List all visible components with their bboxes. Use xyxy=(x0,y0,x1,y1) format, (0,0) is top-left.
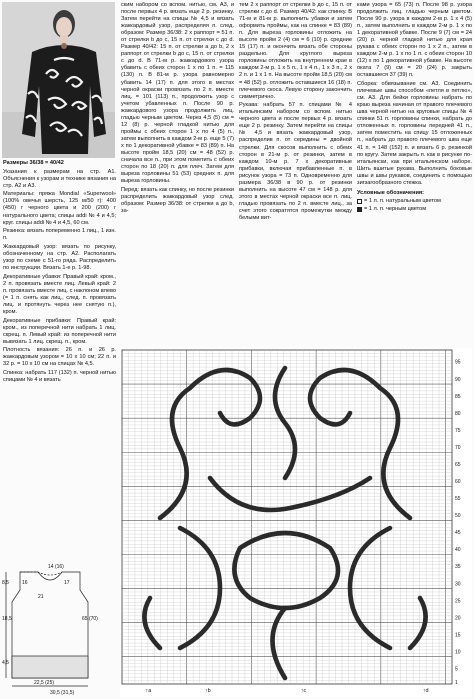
legend-natural-symbol xyxy=(357,199,362,204)
schematic-dimension-label: 30,5 (31,5) xyxy=(50,690,75,696)
schematic-dimension-label: 21 xyxy=(38,594,44,600)
rib-text: Резинка: вязать попеременно 1 лиц., 1 изн. п. xyxy=(3,228,116,242)
legend-title: Условные обозначения: xyxy=(357,189,425,196)
column-2-text: ским набором со вспом. нитью, см. А3, и после первых 4 р. вязать еще 2 р. резинку. Затем перейти на спицы № 4,5 и вязать жаккардовый узор, распределяя п. след. образом: Размер 36/38: 2 х раппорт = 51 п. от стрелки b до с, 15 п. от стрелки с до d. Размер 40/42: 15 п. от стрелки а до b, 2 х раппорт от стрелки b до с, 15 п. от стрелки c до d. В 71-м р. жаккардового узора убавить с обеих сторон 1 х по 1 п. = 115 (130) п. В 81-м р. узора равномерно убавить 14 (17) п. для этого в местах черной окраски провязать по 2 п. вместе лиц. = 101 (113) п., продолжить узор с учетом убавленных п. После 90 р. жаккардового узора продолжить лиц. гладью черным цветом. Через 4,5 (5) см = 12 (8) р. черной гладкой нитью для проймы с обеих сторон 1 х по 4 (5) п., затем выполнить в каждом 2-м р. еще 5 (7) х по 1 декоративной убавке = 83 (89) п. На высоте пройм 18,5 (20) см = 48 (52) р. сначала все п., при этом пометить с обеих сторон по 18 (20) п. для плеч. Затем для выреза горловины 51 (53) средних п. для выреза горловины. xyxy=(121,2,234,185)
legend-item xyxy=(357,198,472,205)
chart-row-marker: 90 xyxy=(455,376,461,383)
chart-row-marker: 25 xyxy=(455,598,461,605)
column-3-text: тем 2 х раппорт от стрелки b до с, 15 п. от стрелки с до d. Размер 40/42: как спинку. В 71-м и 81-м р. выполнить убавки и затем оформить проймы, как на спинке = 83 (89) п. Для выреза горловины отложить на высоте пройм 2 (4) см = 6 (10) р. средние 15 (17) п. и окончить вязать обе стороны раздельно. Для круглого выреза горловины отложить на внутреннем крае в каждом 2-м р. 1 х 5 п., 1 х 4 п., 1 х 3 п., 2 х 2 п. и 1 х 1 п. На высоте пройм 18,5 (20) см = 48 (52) р. отложить оставшиеся 16 (18) п. плечевого скоса. Левую сторону закончить симметрично. xyxy=(239,2,352,100)
column-2 xyxy=(121,2,234,346)
schematic-dimension-label: 16 xyxy=(22,580,28,586)
chart-row-marker: 80 xyxy=(455,410,461,417)
chart-row-marker: 45 xyxy=(455,530,461,537)
schematic-dimension-label: 22,5 (25) xyxy=(34,680,55,686)
chart-row-marker: 70 xyxy=(455,444,461,451)
chart-row-marker: 10 xyxy=(455,649,461,656)
chart-row-marker: 5 xyxy=(455,666,458,673)
garment-schematic xyxy=(2,560,118,697)
legend-item xyxy=(357,206,472,213)
sleeve-text: Рукава: набрать 57 п. спицами № 4 итальянским набором со вспом. нитью черного цвета и после первых 4 р. вязать еще 2 р. резинку. Затем перейти на спицы № 4,5 и вязать жаккардовый узор, распределив п. от середины = двойной стрелки. Для скосов выполнить с обеих сторон в 21-м р. от резинки, затем в каждом 10-м р. 7 х декоративные прибавки, включая прибавленные п. в рисунок узора = 73 п. Одновременно для размера 36/38 в 90 р. от резинки выполнить на высоте 47 см = 148 р. для этого в местах черной окраски все п. лиц. гладью провязать по 2 п. вместе лиц., за счет этого сократятся промежутки между белыми вит- xyxy=(239,102,352,221)
knitting-chart xyxy=(120,348,472,697)
column-3 xyxy=(239,2,352,346)
sizes-note: Указания к размерам на стр. А1. Объяснения к узорам и технике вязания на стр. А2 и А3. xyxy=(3,168,116,189)
column-4 xyxy=(357,2,472,346)
chart-cells xyxy=(122,350,452,684)
chart-row-marker: 55 xyxy=(455,496,461,503)
legend-black-symbol xyxy=(357,207,362,212)
chart-arrow-label: ↑d xyxy=(422,688,429,694)
left-column xyxy=(3,160,116,558)
chart-row-marker: 65 xyxy=(455,461,461,468)
legend-natural-label: = 1 л. п. натуральным цветом xyxy=(364,198,441,205)
chart-row-marker: 85 xyxy=(455,393,461,400)
model-photo xyxy=(2,2,115,158)
schematic-dimension-label: 4,5 xyxy=(2,660,9,666)
schematic-dimension-label: 14 (16) xyxy=(48,564,64,570)
chart-arrow-label: ↑b xyxy=(204,688,211,694)
back-neckline xyxy=(20,572,62,575)
chart-arrow-label: ↑а xyxy=(145,688,152,694)
chart-row-marker: 15 xyxy=(455,632,461,639)
assembly-text: Сборка: обвязывание см. А3. Соединить плечевые швы способом «петля в петлю», см. А3. Для бейки горловины набрать по краю выреза начиная от правого плечевого шва черной нитью на круговые спицы № 4 спинки 51 п. горловины спинки, набрать до отложенных п. горловины передней 41 п., затем поместить на спицу 15 отложенных п., набрать до правого плечевого шва еще 41 п. = 148 (152) п. и вязать 6 р. резинкой по кругу. Затем закрыть п. как в рисунке по-итальянски, как при итальянском наборе. Шить вшитые рукава. Выполнить боковые швы и швы рукавов, соединить с помощью зигзагообразного стежка. xyxy=(357,81,472,186)
decorative-decreases-text: Декоративные убавки: Правый край: кром., 2 п. провязать вместе лиц. Левый край: 2 п. провязать вместе лиц. с наклоном влево (= 1 п. снять как лиц., след. п. провязать лиц. и протянуть через нее снятую п.), кром. xyxy=(3,273,116,315)
chart-row-marker: 75 xyxy=(455,427,461,434)
density-text: Плотность вязания: 26 п. и 26 р. жаккардовым узором = 10 х 10 см; 22 п. и 32 р. = 10 х 10 см на спицах № 4,5. xyxy=(3,347,116,368)
chart-row-marker: 20 xyxy=(455,615,461,622)
chart-row-marker: 30 xyxy=(455,581,461,588)
back-text: Спинка: набрать 117 (132) п. черной нитью спицами № 4 и вязать xyxy=(3,370,116,384)
chart-row-marker: 40 xyxy=(455,547,461,554)
jacquard-text: Жаккардовый узор: вязать по рисунку, обозначенному на стр. А2. Располагать узор по схеме с 51-го ряда. Распределить по инструкции. Вязать 1-е р. 1-98. xyxy=(3,243,116,272)
chart-row-marker: 50 xyxy=(455,513,461,520)
chart-arrow-label: ↑c xyxy=(300,688,307,694)
schematic-dimension-label: 65 (70) xyxy=(82,616,98,622)
schematic-dimension-label: 17 xyxy=(64,580,70,586)
chart-row-marker: 1 xyxy=(455,680,458,687)
front-text: Перед: вязать как спинку, но после резинки распределить жаккардовый узор след. образом: Размер 36/38: от стрелки а до b, за- xyxy=(121,186,234,214)
chart-row-marker: 60 xyxy=(455,479,461,486)
schematic-dimension-label: 18,5 xyxy=(2,616,12,622)
column-4-text: ками узора = 65 (73) п. После 98 р. узора продолжить лиц. гладью черным цветом. После 90 р. узора в каждом 2-м р. 1 х 4 (5) п., затем выполнить в каждом 2-м р. 1 х по 1 декоративной убавке. После 9 (7) см = 24 (20) р. черной гладкой нитью для края рукава с обеих сторон по 1 х 2 п., затем в каждом 2-м р. 1 х по 1 п. с обеих сторон 10 (12) х по 1 декоративной убавке. На высоте оката 7 (9) см = 20 (24) р. закрыть оставшиеся 37 (39) п. xyxy=(357,2,472,79)
materials-text: Материалы: пряжа Mondial «Superwool» (100% овечья шерсть, 125 м/50 г): 400 (450) г черного цвета и 200 (200) г натурального цвета; спицы addi № 4 и 4,5; круг. спицы addi № 4 и 4,5, 60 см. xyxy=(3,191,116,226)
sizes-heading: Размеры 36/38 = 40/42 xyxy=(3,160,64,166)
rib-band xyxy=(12,656,88,678)
decorative-increases-text: Декоративные прибавки: Правый край: кром., из поперечной нити набрать 1 лиц. скрещ. п. Левый край: из поперечной нити вывязать 1 лиц. скрещ. п., кром. xyxy=(3,317,116,345)
legend-black-label: = 1 л. п. черным цветом xyxy=(364,205,427,212)
chart-row-marker: 95 xyxy=(455,359,461,366)
schematic-dimension-label: 8,5 xyxy=(2,580,9,586)
chart-row-marker: 35 xyxy=(455,564,461,571)
